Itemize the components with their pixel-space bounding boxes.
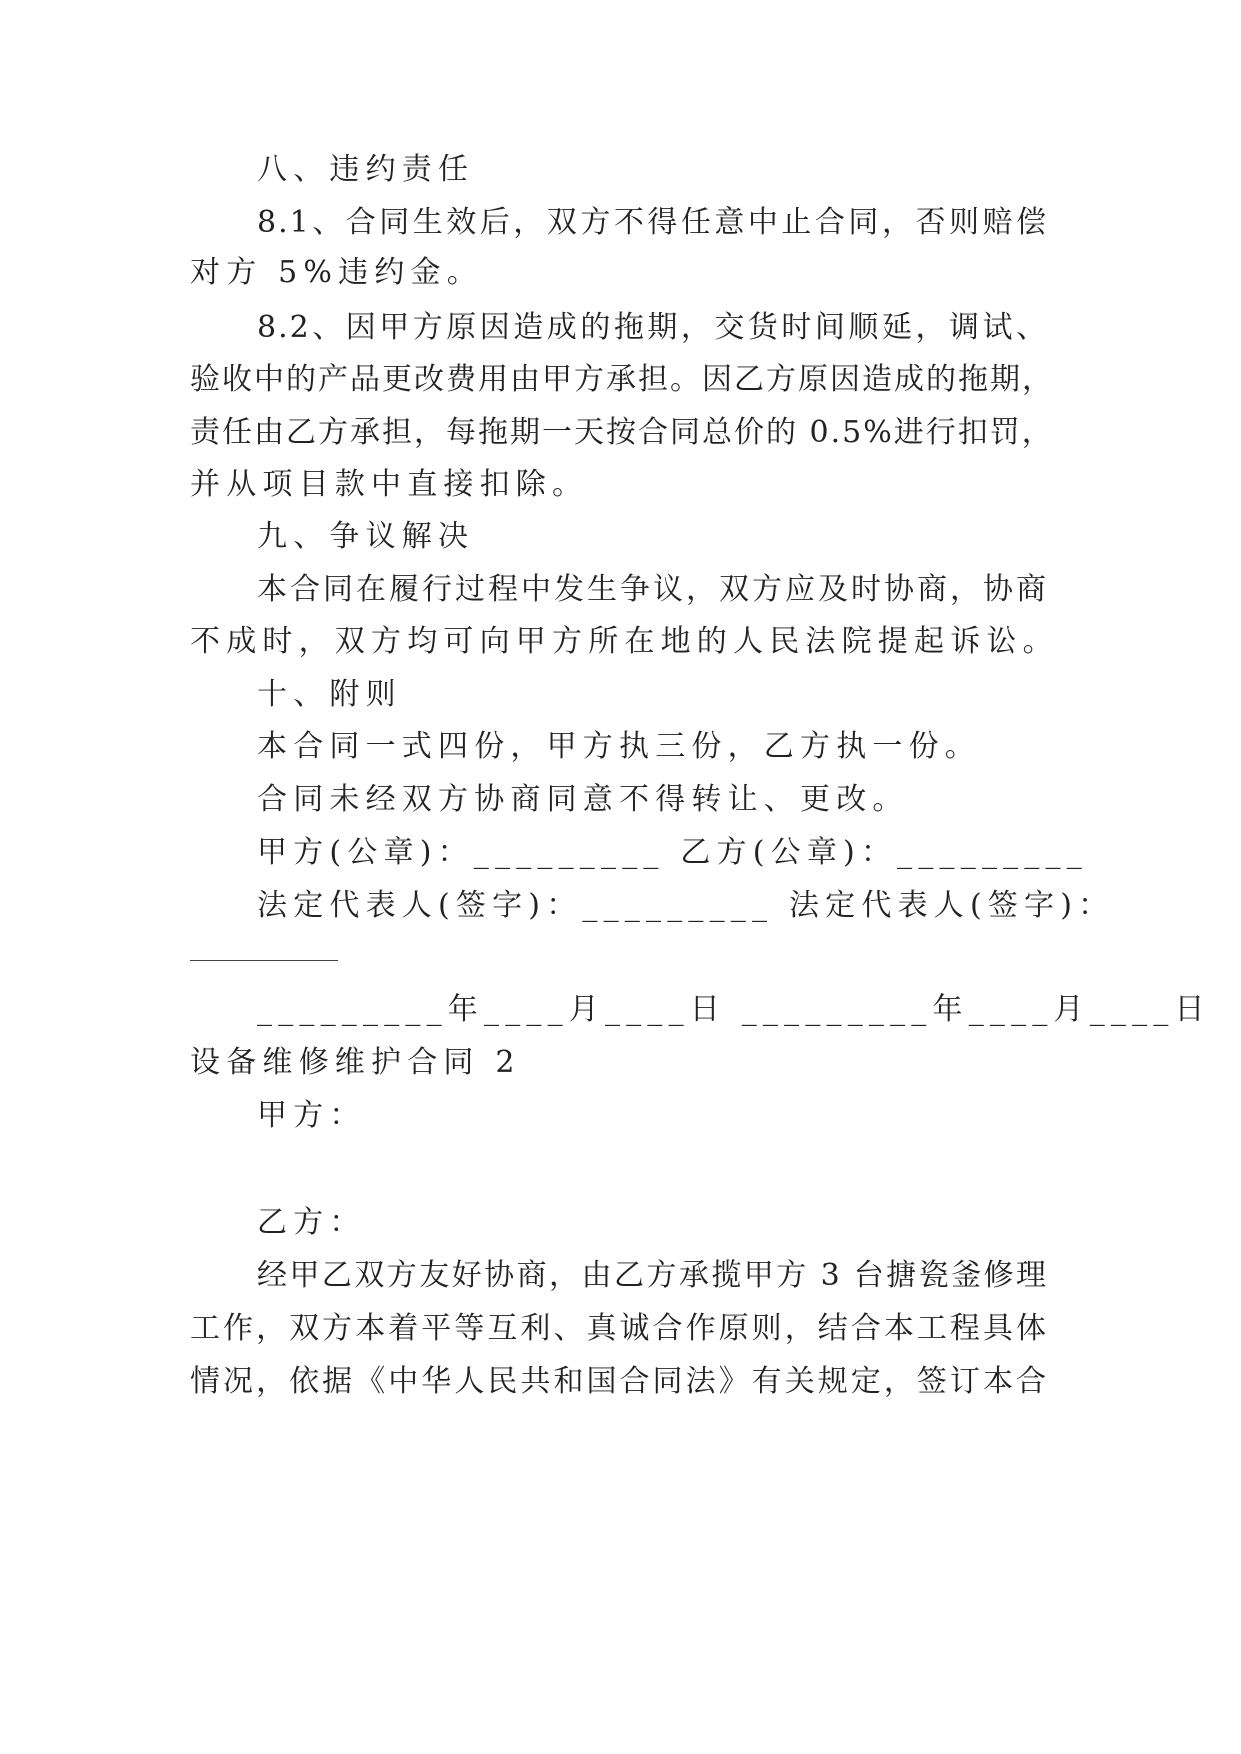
dispute-paragraph-line-1: 本合同在履行过程中发生争议，双方应及时协商，协商 bbox=[257, 572, 1048, 607]
transfer-clause: 合同未经双方协商同意不得转让、更改。 bbox=[257, 782, 909, 817]
preamble-line-1: 经甲乙双方友好协商，由乙方承揽甲方 3 台搪瓷釜修理 bbox=[257, 1258, 1048, 1293]
clause-8-2-line-3: 责任由乙方承担，每拖期一天按合同总价的 0.5%进行扣罚， bbox=[190, 415, 1054, 450]
clause-8-2-line-4: 并从项目款中直接扣除。 bbox=[190, 467, 589, 502]
clause-8-1-line-1: 8.1、合同生效后，双方不得任意中止合同，否则赔偿 bbox=[257, 205, 1048, 240]
clause-8-2-line-2: 验收中的产品更改费用由甲方承担。因乙方原因造成的拖期， bbox=[190, 362, 1054, 397]
date-line: _________年____月____日 _________年____月____日 bbox=[257, 992, 1211, 1027]
legal-representative-line: 法定代表人(签字)：_________ 法定代表人(签字)： bbox=[257, 888, 1115, 923]
section-heading-dispute-resolution: 九、争议解决 bbox=[257, 519, 475, 554]
party-b-label: 乙方： bbox=[257, 1205, 366, 1240]
clause-8-1-line-2: 对方 5%违约金。 bbox=[190, 255, 483, 290]
dispute-paragraph-line-2: 不成时，双方均可向甲方所在地的人民法院提起诉讼。 bbox=[190, 624, 1059, 659]
preamble-line-3: 情况，依据《中华人民共和国合同法》有关规定，签订本合 bbox=[190, 1364, 1048, 1399]
clause-8-2-line-1: 8.2、因甲方原因造成的拖期，交货时间顺延，调试、 bbox=[257, 310, 1048, 345]
copies-clause: 本合同一式四份，甲方执三份，乙方执一份。 bbox=[257, 729, 981, 764]
section-heading-supplementary: 十、附则 bbox=[257, 677, 402, 712]
signature-blank-rule bbox=[190, 960, 338, 961]
section-heading-breach-liability: 八、违约责任 bbox=[257, 152, 475, 187]
party-a-label: 甲方： bbox=[257, 1098, 366, 1133]
preamble-line-2: 工作，双方本着平等互利、真诚合作原则，结合本工程具体 bbox=[190, 1311, 1048, 1346]
contract-2-title: 设备维修维护合同 2 bbox=[190, 1045, 521, 1080]
seal-signature-line: 甲方(公章)：_________ 乙方(公章)：_________ bbox=[257, 835, 1088, 870]
